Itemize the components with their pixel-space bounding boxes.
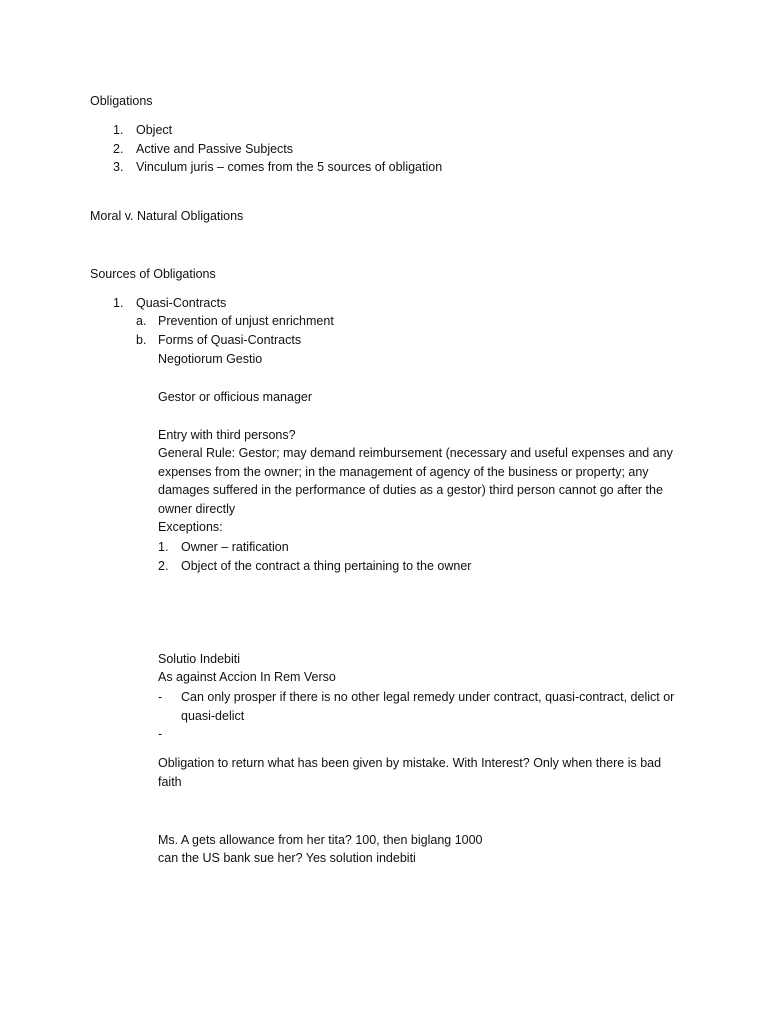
list-marker: 1.: [158, 540, 169, 554]
list-marker: 2.: [158, 559, 169, 573]
negotiorum-gestio: Negotiorum Gestio: [158, 352, 263, 366]
list-marker: 3.: [113, 160, 124, 174]
exceptions-label: Exceptions:: [158, 520, 223, 534]
list-item: Object of the contract a thing pertaining to the owner: [181, 559, 472, 573]
heading-sources: Sources of Obligations: [90, 267, 216, 281]
solutio-indebiti: Solutio Indebiti: [158, 652, 241, 666]
dash-marker: -: [158, 690, 163, 704]
heading-obligations: Obligations: [90, 94, 153, 108]
entry-question: Entry with third persons?: [158, 428, 296, 442]
example-line: Ms. A gets allowance from her tita? 100, then biglang 1000: [158, 833, 483, 847]
accion-in-rem-verso: As against Accion In Rem Verso: [158, 670, 336, 684]
dash-marker: -: [158, 727, 163, 741]
general-rule-paragraph: General Rule: Gestor; may demand reimbursement (necessary and useful expenses and any expenses from the owner; in the management of agency of the business or property; any damages suffered in the performance of duties as a gestor) third person cannot go after the owner directly: [158, 446, 673, 516]
list-item: Active and Passive Subjects: [136, 142, 294, 156]
list-item: Object: [136, 123, 173, 137]
list-marker: 2.: [113, 142, 124, 156]
list-item: Quasi-Contracts: [136, 296, 227, 310]
list-marker: 1.: [113, 123, 124, 137]
gestor-line: Gestor or officious manager: [158, 390, 313, 404]
sub-list-marker: b.: [136, 333, 147, 347]
example-line: can the US bank sue her? Yes solution indebiti: [158, 851, 416, 865]
sub-list-marker: a.: [136, 314, 147, 328]
list-item: Owner – ratification: [181, 540, 289, 554]
sub-list-item: Prevention of unjust enrichment: [158, 314, 334, 328]
list-marker: 1.: [113, 296, 124, 310]
obligation-return-paragraph: Obligation to return what has been given by mistake. With Interest? Only when there is bad faith: [158, 756, 662, 789]
dash-item: Can only prosper if there is no other legal remedy under contract, quasi-contract, delict or quasi-delict: [181, 690, 675, 723]
list-item: Vinculum juris – comes from the 5 sources of obligation: [136, 160, 443, 174]
sub-list-item: Forms of Quasi-Contracts: [158, 333, 302, 347]
heading-moral: Moral v. Natural Obligations: [90, 209, 244, 223]
